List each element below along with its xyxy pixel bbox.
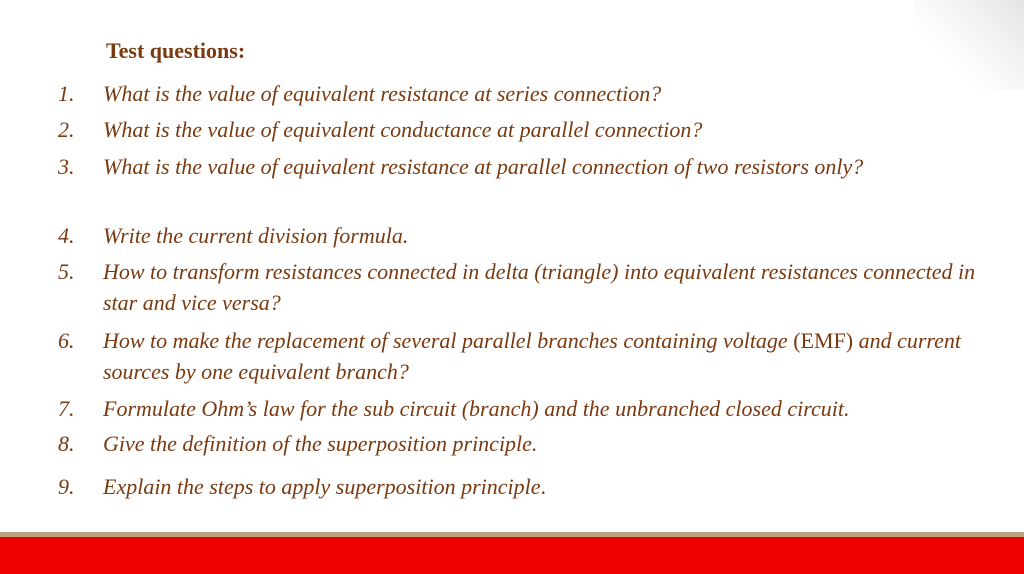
question-item — [58, 256, 998, 318]
question-item — [58, 393, 998, 424]
question-text-upright: (EMF) — [793, 328, 854, 353]
question-text: Give the definition of the superposition principle. — [103, 431, 538, 456]
question-text: Formulate Ohm’s law for the sub circuit (branch) and the unbranched closed circuit. — [103, 396, 850, 421]
question-item — [58, 78, 998, 109]
question-number: 7. — [58, 396, 75, 421]
question-text-part: Explain the steps to apply superposition principle — [103, 474, 541, 499]
question-number: 2. — [58, 117, 75, 142]
corner-shadow-decoration — [914, 0, 1024, 90]
question-text: What is the value of equivalent resistance at parallel connection of two resistors only? — [103, 154, 864, 179]
question-text-part: and current sources by one equivalent branch? — [103, 328, 962, 384]
question-number: 6. — [58, 328, 75, 353]
question-text: What is the value of equivalent conductance at parallel connection? — [103, 117, 703, 142]
question-item — [58, 325, 998, 387]
question-text: Write the current division formula. — [103, 223, 409, 248]
question-text — [103, 325, 998, 387]
question-text-part: How to make the replacement of several parallel branches containing voltage — [103, 328, 794, 353]
question-text: How to transform resistances connected in delta (triangle) into equivalent resistances connected in star and vice versa? — [103, 259, 976, 315]
slide-title: Test questions: — [106, 38, 246, 63]
question-item — [58, 428, 998, 459]
question-number: 9. — [58, 474, 75, 499]
question-number: 4. — [58, 223, 75, 248]
question-item — [58, 151, 998, 182]
question-item — [58, 220, 998, 251]
question-item — [58, 114, 998, 145]
question-number: 3. — [58, 154, 75, 179]
question-text: What is the value of equivalent resistance at series connection? — [103, 81, 662, 106]
question-item — [58, 471, 998, 502]
question-number: 8. — [58, 431, 75, 456]
question-number: 5. — [58, 259, 75, 284]
question-text-upright: . — [540, 474, 547, 499]
question-number: 1. — [58, 81, 75, 106]
footer-red-bar — [0, 537, 1024, 574]
question-text — [103, 471, 998, 502]
